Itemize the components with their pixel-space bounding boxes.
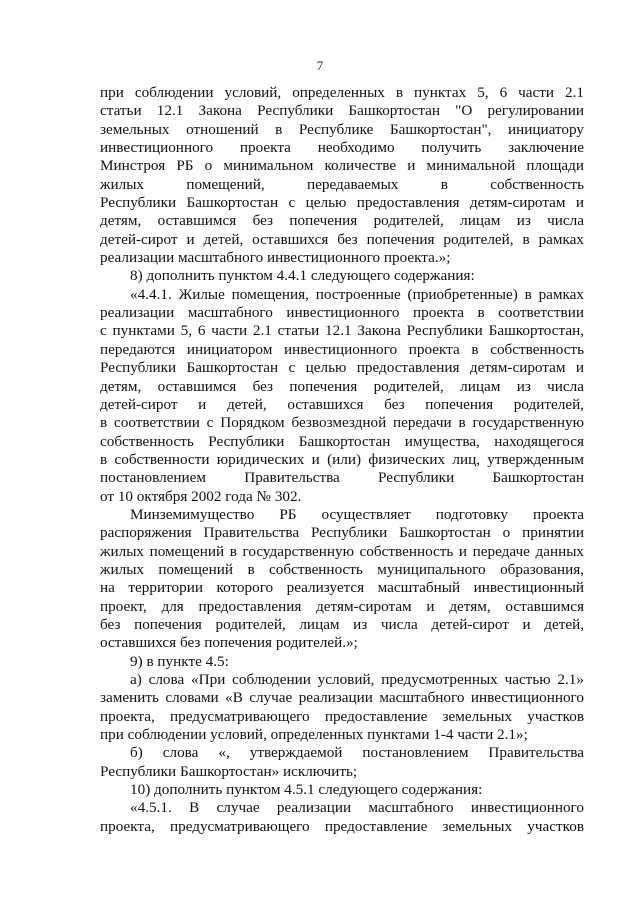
text-line: Минстроя РБ о минимальном количестве и минимальной площади <box>100 157 584 175</box>
text-line: 9) в пункте 4.5: <box>130 652 229 670</box>
text-line: собственность Республики Башкортостан имущества, находящегося <box>100 432 584 450</box>
text-line: проекта, предусматривающего предоставление земельных участков <box>100 707 584 725</box>
text-line: оставшихся без попечения родителей.»; <box>100 634 358 652</box>
text-line: на территории которого реализуется масштабный инвестиционный <box>100 579 584 597</box>
text-line: реализации масштабного инвестиционного проекта.»; <box>100 249 451 267</box>
text-line: детей-сирот и детей, оставшихся без попечения родителей, в рамках <box>100 230 584 248</box>
text-line: б) слова «, утверждаемой постановлением Правительства <box>130 744 584 762</box>
text-line: а) слова «При соблюдении условий, предусмотренных частью 2.1» <box>130 671 584 688</box>
text-line: статьи 12.1 Закона Республики Башкортостан "О регулировании <box>100 102 584 120</box>
text-line: в соответствии с Порядком безвозмездной передачи в государственную <box>100 414 584 432</box>
text-line: 8) дополнить пунктом 4.4.1 следующего содержания: <box>130 267 475 285</box>
text-line: передаются инициатором инвестиционного проекта в собственность <box>100 340 584 358</box>
text-line: Республики Башкортостан» исключить; <box>100 762 358 780</box>
text-line: проекта, предусматривающего предоставление земельных участков <box>100 817 584 835</box>
text-line: детям, оставшимся без попечения родителей, лицам из числа <box>100 377 584 395</box>
document-body <box>100 84 584 836</box>
text-line: реализации масштабного инвестиционного проекта в соответствии <box>100 304 584 322</box>
page-number: 7 <box>316 58 324 73</box>
text-line: постановлением Правительства Республики Башкортостан <box>100 469 584 487</box>
text-line: распоряжения Правительства Республики Башкортостан о принятии <box>100 524 584 542</box>
text-line: земельных отношений в Республике Башкортостан", инициатору <box>100 120 584 138</box>
text-line: Республики Башкортостан с целью предоставления детям-сиротам и <box>100 194 584 212</box>
text-line: 10) дополнить пунктом 4.5.1 следующего содержания: <box>130 781 483 799</box>
text-line: жилых помещений в государственную собственность и передаче данных <box>100 542 584 560</box>
text-line: детям, оставшимся без попечения родителей, лицам из числа <box>100 212 584 230</box>
text-line: в собственности юридических и (или) физических лиц, утвержденным <box>100 450 584 468</box>
text-line: «4.4.1. Жилые помещения, построенные (приобретенные) в рамках <box>130 285 584 303</box>
text-line: жилых помещений, передаваемых в собственность <box>100 175 584 193</box>
text-line: Республики Башкортостан с целью предоставления детям-сиротам и <box>100 359 584 377</box>
text-line: от 10 октября 2002 года № 302. <box>100 487 302 505</box>
text-line: при соблюдении условий, определенных пунктами 1-4 части 2.1»; <box>100 726 528 744</box>
text-line: заменить словами «В случае реализации масштабного инвестиционного <box>100 689 584 707</box>
text-line: без попечения родителей, лицам из числа детей-сирот и детей, <box>100 615 584 633</box>
text-line: с пунктами 5, 6 части 2.1 статьи 12.1 Закона Республики Башкортостан, <box>100 322 584 340</box>
text-line: Минземимущество РБ осуществляет подготовку проекта <box>130 505 584 523</box>
text-line: проект, для предоставления детям-сиротам и детям, оставшимся <box>100 597 584 615</box>
text-line: жилых помещений в собственность муниципального образования, <box>100 560 584 578</box>
text-line: детей-сирот и детей, оставшихся без попечения родителей, <box>100 395 584 413</box>
text-line: при соблюдении условий, определенных в пунктах 5, 6 части 2.1 <box>100 84 584 101</box>
text-line: «4.5.1. В случае реализации масштабного инвестиционного <box>130 799 584 817</box>
text-line: инвестиционного проекта необходимо получить заключение <box>100 139 584 157</box>
